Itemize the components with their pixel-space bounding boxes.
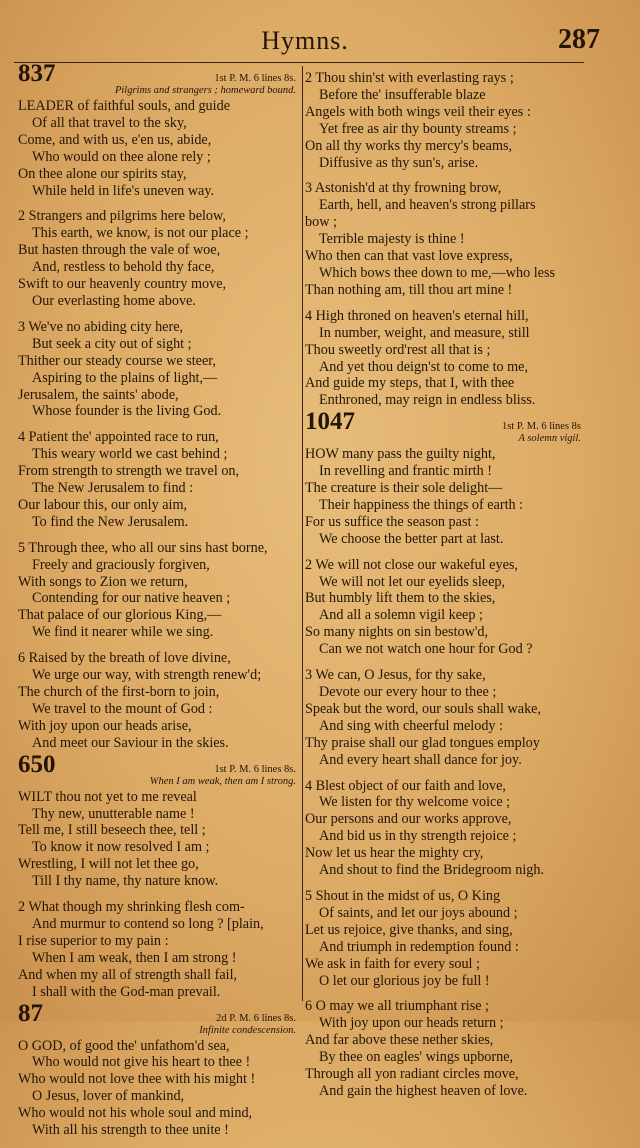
verse-line: Wrestling, I will not let thee go, (18, 856, 199, 873)
verse-line: Through all yon radiant circles move, (305, 1066, 519, 1083)
verse-line: By thee on eagles' wings upborne, (319, 1049, 514, 1066)
verse-line: We choose the better part at last. (319, 530, 504, 547)
verse-line: 4 High throned on heaven's eternal hill, (305, 307, 529, 324)
verse-line: Jerusalem, the saints' abode, (18, 386, 179, 403)
verse-line: bow ; (305, 214, 337, 231)
verse-line: Our labour this, our only aim, (18, 496, 188, 513)
hymn-meter: 1st P. M. 6 lines 8s (501, 421, 581, 433)
verse-line: 5 Shout in the midst of us, O King (305, 887, 501, 904)
verse-line: Till I thy name, thy nature know. (32, 873, 219, 890)
verse-line: Thou sweetly ord'rest all that is ; (305, 341, 491, 358)
verse-line: 3 We've no abiding city here, (18, 318, 184, 335)
verse-line: Let us rejoice, give thanks, and sing, (305, 921, 513, 938)
verse-line: Which bows thee down to me,—who less (319, 264, 556, 281)
verse-line: And far above these nether skies, (305, 1032, 494, 1049)
hymn-meter: 1st P. M. 6 lines 8s. (214, 763, 296, 775)
stanza (18, 98, 298, 199)
verse-line: The church of the first-born to join, (18, 684, 220, 700)
stanza (305, 888, 583, 989)
verse-line: For us suffice the season past : (305, 513, 479, 530)
verse-line: That palace of our glorious King,— (18, 607, 222, 624)
verse-line: We ask in faith for every soul ; (305, 955, 480, 972)
verse-line: Freely and graciously forgiven, (32, 556, 210, 573)
verse-line: 6 O may we all triumphant rise ; (305, 998, 490, 1015)
column-divider (302, 66, 303, 1001)
verse-line: Of saints, and let our joys abound ; (319, 904, 518, 921)
verse-line: WILT thou not yet to me reveal (18, 788, 197, 805)
verse-line: And all a solemn vigil keep ; (319, 607, 483, 624)
verse-line: Thy new, unutterable name ! (32, 805, 195, 822)
hymn-number: 87 (18, 999, 43, 1027)
left-column (18, 60, 298, 1148)
verse-line: O Jesus, lover of mankind, (32, 1088, 185, 1105)
stanza (18, 540, 298, 641)
verse-line: Thy praise shall our glad tongues employ (305, 734, 540, 751)
hymn-subtitle: A solemn vigil. (518, 433, 581, 445)
stanza (305, 557, 583, 658)
hymn-header (305, 408, 583, 446)
verse-line: Who would not give his heart to thee ! (32, 1054, 251, 1071)
verse-line: 3 Astonish'd at thy frowning brow, (305, 180, 502, 197)
page-number: 287 (558, 24, 600, 55)
verse-line: With songs to Zion we return, (18, 573, 188, 590)
verse-line: And sing with cheerful melody : (319, 717, 504, 734)
hymn-header (18, 60, 298, 98)
stanza (305, 446, 583, 547)
verse-line: In number, weight, and measure, still (319, 324, 530, 341)
stanza (305, 70, 583, 171)
verse-line: Contending for our native heaven ; (32, 590, 231, 607)
verse-line: Speak but the word, our souls shall wake, (305, 700, 542, 717)
verse-line: And murmur to contend so long ? [plain, (32, 915, 264, 932)
verse-line: LEADER of faithful souls, and guide (18, 98, 230, 114)
hymn-header (18, 999, 298, 1038)
verse-line: While held in life's uneven way. (32, 182, 215, 199)
stanza (18, 789, 298, 890)
verse-line: O GOD, of good the' unfathom'd sea, (18, 1037, 230, 1054)
hymn-meter: 2d P. M. 6 lines 8s. (216, 1012, 296, 1024)
verse-line: And, restless to behold thy face, (32, 259, 215, 276)
verse-line: Terrible majesty is thine ! (319, 231, 465, 248)
verse-line: We listen for thy welcome voice ; (319, 794, 511, 811)
verse-line: 2 What though my shrinking flesh com- (18, 899, 245, 916)
verse-line: Enthroned, may reign in endless bliss. (319, 392, 536, 409)
verse-line: So many nights on sin bestow'd, (305, 624, 489, 641)
verse-line: Swift to our heavenly country move, (18, 276, 227, 293)
verse-line: Who would not love thee with his might ! (18, 1071, 256, 1088)
hymn-subtitle: Infinite condescension. (199, 1024, 296, 1036)
verse-line: Devote our every hour to thee ; (319, 684, 497, 700)
verse-line: Diffusive as thy sun's, arise. (319, 154, 479, 171)
verse-line: Who then can that vast love express, (305, 248, 513, 265)
stanza (18, 429, 298, 530)
verse-line: We find it nearer while we sing. (32, 624, 214, 641)
verse-line: With joy upon our heads return ; (319, 1015, 504, 1032)
verse-line: 4 Blest object of our faith and love, (305, 777, 506, 794)
stanza (305, 778, 583, 879)
verse-line: When I am weak, then I am strong ! (32, 949, 237, 966)
verse-line: I shall with the God-man prevail. (32, 983, 221, 1000)
hymn-meter: 1st P. M. 6 lines 8s. (214, 73, 296, 84)
verse-line: And guide my steps, that I, with thee (305, 375, 515, 392)
verse-line: HOW many pass the guilty night, (305, 446, 496, 463)
verse-line: Tell me, I still beseech thee, tell ; (18, 822, 206, 839)
verse-line: And yet thou deign'st to come to me, (319, 358, 529, 375)
verse-line: 2 We will not close our wakeful eyes, (305, 556, 518, 573)
verse-line: To find the New Jerusalem. (32, 513, 189, 530)
verse-line: This weary world we cast behind ; (32, 446, 228, 463)
verse-line: Thither our steady course we steer, (18, 352, 216, 369)
verse-line: Of all that travel to the sky, (32, 114, 187, 131)
hymn-subtitle: Pilgrims and strangers ; homeward bound. (114, 85, 296, 96)
verse-line: Their happiness the things of earth : (319, 496, 524, 513)
verse-line: Whose founder is the living God. (32, 403, 222, 420)
verse-line: Who would not his whole soul and mind, (18, 1105, 253, 1122)
verse-line: Than nothing am, till thou art mine ! (305, 281, 513, 298)
verse-line: But humbly lift them to the skies, (305, 590, 496, 607)
verse-line: With joy upon our heads arise, (18, 717, 192, 734)
verse-line: We urge our way, with strength renew'd; (32, 667, 262, 684)
verse-line: O let our glorious joy be full ! (319, 972, 490, 989)
verse-line: Now let us hear the mighty cry, (305, 845, 484, 862)
stanza (305, 998, 583, 1099)
verse-line: Aspiring to the plains of light,— (32, 369, 218, 386)
verse-line: Our persons and our works approve, (305, 811, 512, 828)
verse-line: And gain the highest heaven of love. (319, 1082, 528, 1099)
verse-line: 6 Raised by the breath of love divine, (18, 650, 231, 667)
verse-line: The creature is their sole delight— (305, 480, 503, 497)
verse-line: 5 Through thee, who all our sins hast borne, (18, 539, 268, 556)
verse-line: And triumph in redemption found : (319, 938, 519, 955)
verse-line: Angels with both wings veil their eyes : (305, 103, 531, 120)
verse-line: From strength to strength we travel on, (18, 463, 240, 480)
verse-line: To know it now resolved I am ; (32, 839, 210, 856)
verse-line: On thee alone our spirits stay, (18, 165, 187, 182)
verse-line: But seek a city out of sight ; (32, 335, 192, 352)
verse-line: The New Jerusalem to find : (32, 480, 194, 497)
right-column (305, 70, 583, 1109)
verse-line: And every heart shall dance for joy. (319, 751, 522, 768)
hymn-subtitle: When I am weak, then am I strong. (149, 775, 296, 787)
verse-line: Before the' insufferable blaze (319, 86, 486, 103)
verse-line: Yet free as air thy bounty streams ; (319, 120, 517, 137)
verse-line: Come, and with us, e'en us, abide, (18, 131, 212, 148)
verse-line: Can we not watch one hour for God ? (319, 641, 533, 658)
hymn-number: 1047 (305, 408, 355, 436)
verse-line: 3 We can, O Jesus, for thy sake, (305, 667, 486, 684)
stanza (18, 319, 298, 420)
running-title: Hymns. (261, 26, 349, 55)
verse-line: Our everlasting home above. (32, 292, 196, 309)
hymn-header (18, 750, 298, 789)
stanza (305, 308, 583, 409)
stanza (305, 667, 583, 768)
verse-line: And meet our Saviour in the skies. (32, 734, 229, 751)
hymn-number: 837 (18, 60, 56, 87)
header-rule (14, 62, 584, 63)
verse-line: In revelling and frantic mirth ! (319, 463, 492, 480)
verse-line: Earth, hell, and heaven's strong pillars (319, 197, 536, 214)
verse-line: On all thy works thy mercy's beams, (305, 137, 513, 154)
verse-line: 2 Thou shin'st with everlasting rays ; (305, 70, 514, 86)
stanza (18, 208, 298, 309)
verse-line: We travel to the mount of God : (32, 700, 213, 717)
stanza (18, 650, 298, 751)
stanza (305, 180, 583, 298)
verse-line: But hasten through the vale of woe, (18, 242, 221, 259)
verse-line: We will not let our eyelids sleep, (319, 573, 506, 590)
verse-line: 2 Strangers and pilgrims here below, (18, 208, 226, 225)
verse-line: This earth, we know, is not our place ; (32, 225, 249, 242)
verse-line: And shout to find the Bridegroom nigh. (319, 862, 545, 879)
stanza (18, 899, 298, 1000)
verse-line: With all his strength to thee unite ! (32, 1122, 229, 1139)
stanza (18, 1038, 298, 1139)
verse-line: And bid us in thy strength rejoice ; (319, 828, 517, 845)
verse-line: And when my all of strength shall fail, (18, 966, 238, 983)
verse-line: Who would on thee alone rely ; (32, 148, 211, 165)
verse-line: I rise superior to my pain : (18, 932, 169, 949)
verse-line: 4 Patient the' appointed race to run, (18, 429, 219, 446)
hymn-number: 650 (18, 750, 56, 778)
